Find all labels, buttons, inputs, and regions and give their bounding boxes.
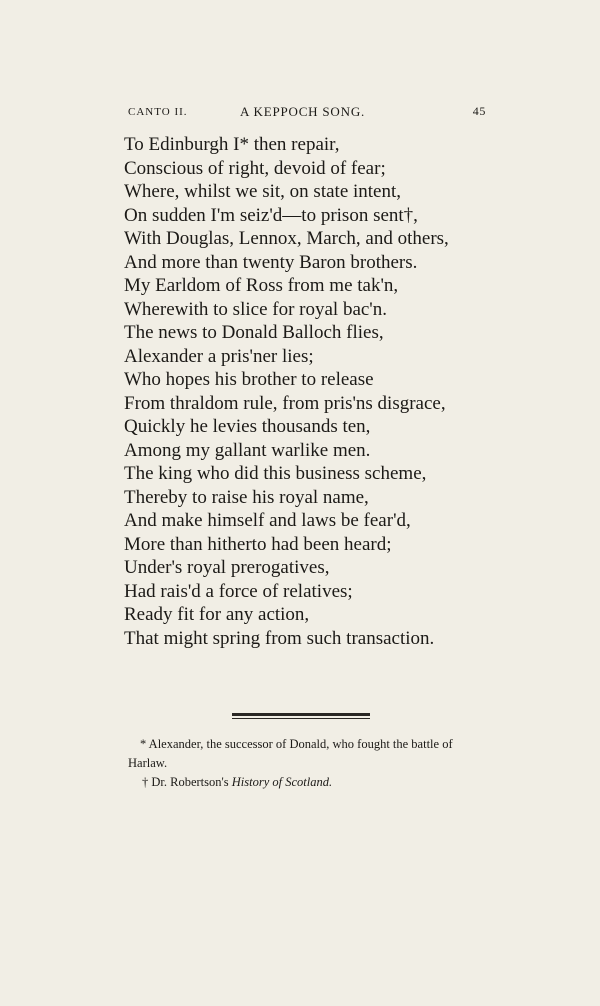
poem-line: With Douglas, Lennox, March, and others, xyxy=(124,228,449,249)
poem-line: Had rais'd a force of relatives; xyxy=(124,580,353,602)
footnote-rule-thin xyxy=(232,718,370,719)
poem-line: Where, whilst we sit, on state intent, xyxy=(124,181,402,202)
poem-line: And more than twenty Baron brothers. xyxy=(124,251,418,273)
footnote-book-title: History of Scotland. xyxy=(231,775,333,789)
poem-line: Among my gallant warlike men. xyxy=(124,439,371,461)
poem-line: From thraldom rule, from pris'ns disgrace, xyxy=(124,392,446,414)
poem-line: More than hitherto had been heard; xyxy=(124,533,392,555)
poem-line: Thereby to raise his royal name, xyxy=(124,486,369,508)
poem-line: And make himself and laws be fear'd, xyxy=(124,510,411,531)
poem-body xyxy=(124,133,494,650)
running-head xyxy=(128,104,486,122)
canto-label: CANTO II. xyxy=(128,106,188,118)
poem-line: Wherewith to slice for royal bac'n. xyxy=(124,298,387,320)
footnote-robertson-prefix: † Dr. Robertson's xyxy=(142,775,232,789)
poem-line: Conscious of right, devoid of fear; xyxy=(124,157,386,179)
poem-line: My Earldom of Ross from me tak'n, xyxy=(124,275,399,296)
poem-line: To Edinburgh I* then repair, xyxy=(124,134,340,155)
footnotes xyxy=(128,735,486,792)
poem-line: Who hopes his brother to release xyxy=(124,369,374,390)
song-title: A KEPPOCH SONG. xyxy=(240,104,366,119)
page-number: 45 xyxy=(472,104,486,118)
poem-line: Alexander a pris'ner lies; xyxy=(124,345,314,367)
poem-line: Quickly he levies thousands ten, xyxy=(124,416,371,437)
footnote-alexander: * Alexander, the successor of Donald, who fought the battle of Harlaw. xyxy=(128,737,453,770)
poem-line: Under's royal prerogatives, xyxy=(124,557,330,578)
footnote-rule xyxy=(232,713,370,716)
footnote-robertson xyxy=(128,773,486,792)
poem-line: The king who did this business scheme, xyxy=(124,463,427,484)
poem-line: The news to Donald Balloch flies, xyxy=(124,322,384,343)
poem-line: Ready fit for any action, xyxy=(124,604,310,625)
poem-line: On sudden I'm seiz'd—to prison sent†, xyxy=(124,204,418,226)
poem-line: That might spring from such transaction. xyxy=(124,627,435,649)
